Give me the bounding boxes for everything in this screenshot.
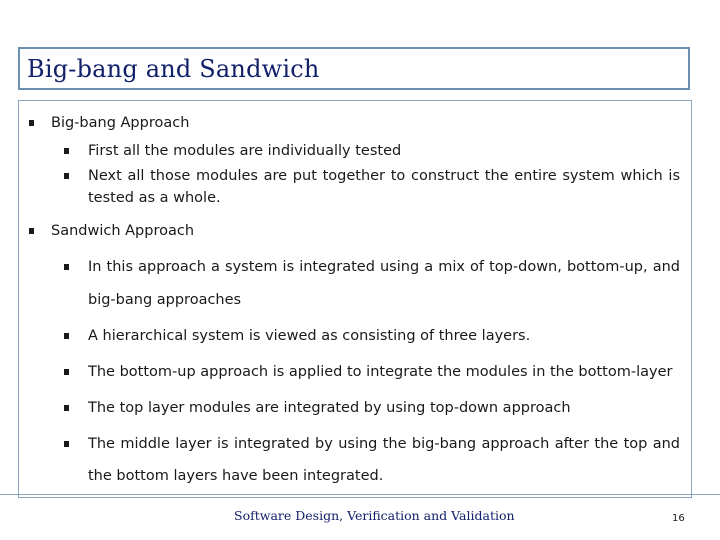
bullet-icon (64, 333, 69, 339)
bullet-icon (29, 120, 34, 126)
list-item: Next all those modules are put together to construct the entire system which is (88, 168, 680, 184)
bullet-icon (64, 369, 69, 375)
list-item-continued: the bottom layers have been integrated. (88, 468, 384, 484)
slide-title: Big-bang and Sandwich (27, 55, 320, 83)
list-item-continued: big-bang approaches (88, 292, 242, 308)
list-item-sandwich: Sandwich Approach (51, 223, 195, 239)
list-item: The bottom-up approach is applied to integrate the modules in the bottom-layer (88, 364, 673, 380)
list-item: In this approach a system is integrated using a mix of top-down, bottom-up, and (88, 259, 680, 275)
footer-divider (0, 494, 720, 495)
list-item-big-bang: Big-bang Approach (51, 115, 190, 131)
list-item: The top layer modules are integrated by using top-down approach (88, 400, 571, 416)
bullet-icon (64, 405, 69, 411)
list-item: The middle layer is integrated by using the big-bang approach after the top and (88, 436, 680, 452)
footer-course-title: Software Design, Verification and Validation (234, 508, 515, 523)
bullet-icon (64, 173, 69, 179)
bullet-icon (64, 264, 69, 270)
page-number: 16 (672, 513, 685, 524)
bullet-icon (64, 441, 69, 447)
list-item: A hierarchical system is viewed as consisting of three layers. (88, 328, 531, 344)
bullet-icon (29, 228, 34, 234)
title-box (18, 47, 690, 90)
list-item-continued: tested as a whole. (88, 190, 221, 206)
bullet-icon (64, 148, 69, 154)
list-item: First all the modules are individually tested (88, 143, 402, 159)
